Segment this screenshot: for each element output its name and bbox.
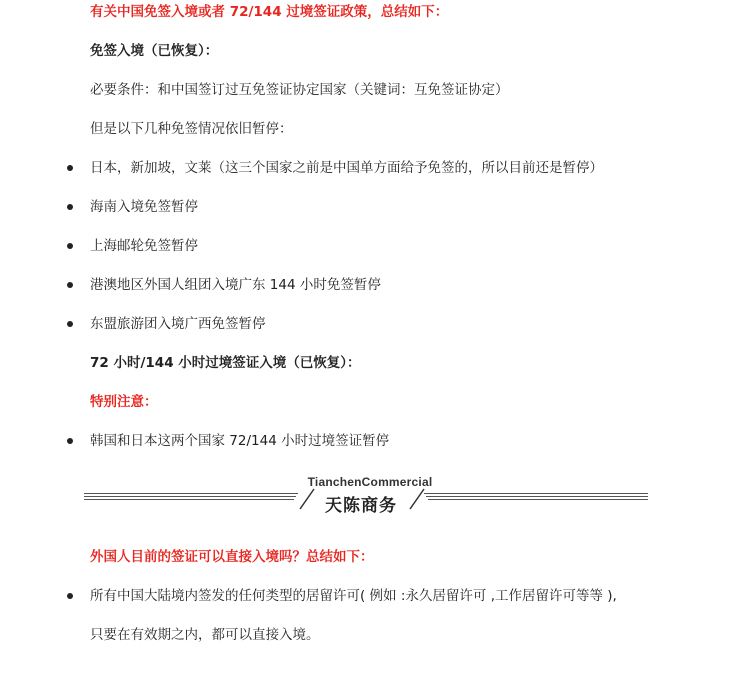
bullet-icon — [67, 165, 73, 171]
list-item: 东盟旅游团入境广西免签暂停 — [90, 316, 266, 332]
list-item: 海南入境免签暂停 — [90, 199, 198, 215]
list-item: 港澳地区外国人组团入境广东 144 小时免签暂停 — [90, 277, 381, 293]
brand-name-en: TianchenCommercial — [307, 475, 433, 489]
list-item: 所有中国大陆境内签发的任何类型的居留许可( 例如 :永久居留许可 ,工作居留许可等等 ), — [90, 588, 617, 604]
list-item-continuation: 只要在有效期之内，都可以直接入境。 — [90, 627, 320, 643]
brand-name-cn: 天陈商务 — [325, 496, 397, 516]
bullet-icon — [67, 321, 73, 327]
special-note-label: 特别注意： — [90, 394, 158, 410]
divider-rule — [84, 496, 296, 497]
requirement-text: 必要条件：和中国签订过互免签证协定国家（关键词：互免签证协定） — [90, 82, 509, 98]
bullet-icon — [67, 438, 73, 444]
bullet-icon — [67, 204, 73, 210]
divider-rule — [426, 496, 648, 497]
section2-heading: 外国人目前的签证可以直接入境吗？总结如下： — [90, 549, 374, 565]
suspended-note: 但是以下几种免签情况依旧暂停： — [90, 121, 293, 137]
list-item: 日本，新加坡，文莱（这三个国家之前是中国单方面给予免签的，所以目前还是暂停） — [90, 160, 603, 176]
visa-free-subheading: 免签入境（已恢复）： — [90, 43, 219, 59]
section1-heading: 有关中国免签入境或者 72/144 过境签证政策，总结如下： — [90, 4, 449, 20]
brand-divider — [84, 475, 648, 515]
list-item: 上海邮轮免签暂停 — [90, 238, 198, 254]
divider-rule — [84, 493, 298, 494]
bullet-icon — [67, 243, 73, 249]
bullet-icon — [67, 282, 73, 288]
bullet-icon — [67, 593, 73, 599]
transit-heading: 72 小时/144 小时过境签证入境（已恢复）： — [90, 355, 361, 371]
divider-rule — [84, 499, 294, 500]
divider-rule — [428, 499, 648, 500]
list-item: 韩国和日本这两个国家 72/144 小时过境签证暂停 — [90, 433, 390, 449]
divider-rule — [424, 493, 648, 494]
